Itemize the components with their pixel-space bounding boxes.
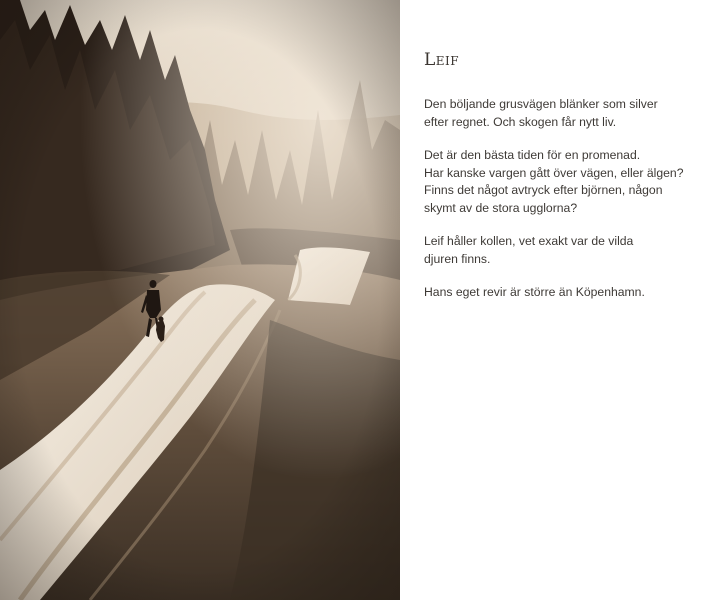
paragraph-line: Det är den bästa tiden för en promenad. [424, 148, 641, 162]
paragraph-line: skymt av de stora ugglorna? [424, 200, 578, 215]
paragraph-line: efter regnet. Och skogen får nytt liv. [424, 114, 617, 129]
paragraph-line: Den böljande grusvägen blänker som silver [424, 97, 658, 111]
paragraph-1 [424, 96, 709, 131]
article-title: Leif [424, 50, 460, 70]
paragraph-line: Finns det något avtryck efter björnen, någon [424, 183, 663, 197]
paragraph-2 [424, 147, 709, 217]
paragraph-line: Leif håller kollen, vet exakt var de vilda [424, 234, 634, 248]
paragraph-3 [424, 233, 709, 268]
paragraph-line: Hans eget revir är större än Köpenhamn. [424, 285, 645, 299]
article-text [424, 50, 709, 318]
paragraph-4 [424, 284, 709, 302]
paragraph-line: djuren finns. [424, 251, 491, 266]
paragraph-line: Har kanske vargen gått över vägen, eller älgen? [424, 165, 684, 180]
